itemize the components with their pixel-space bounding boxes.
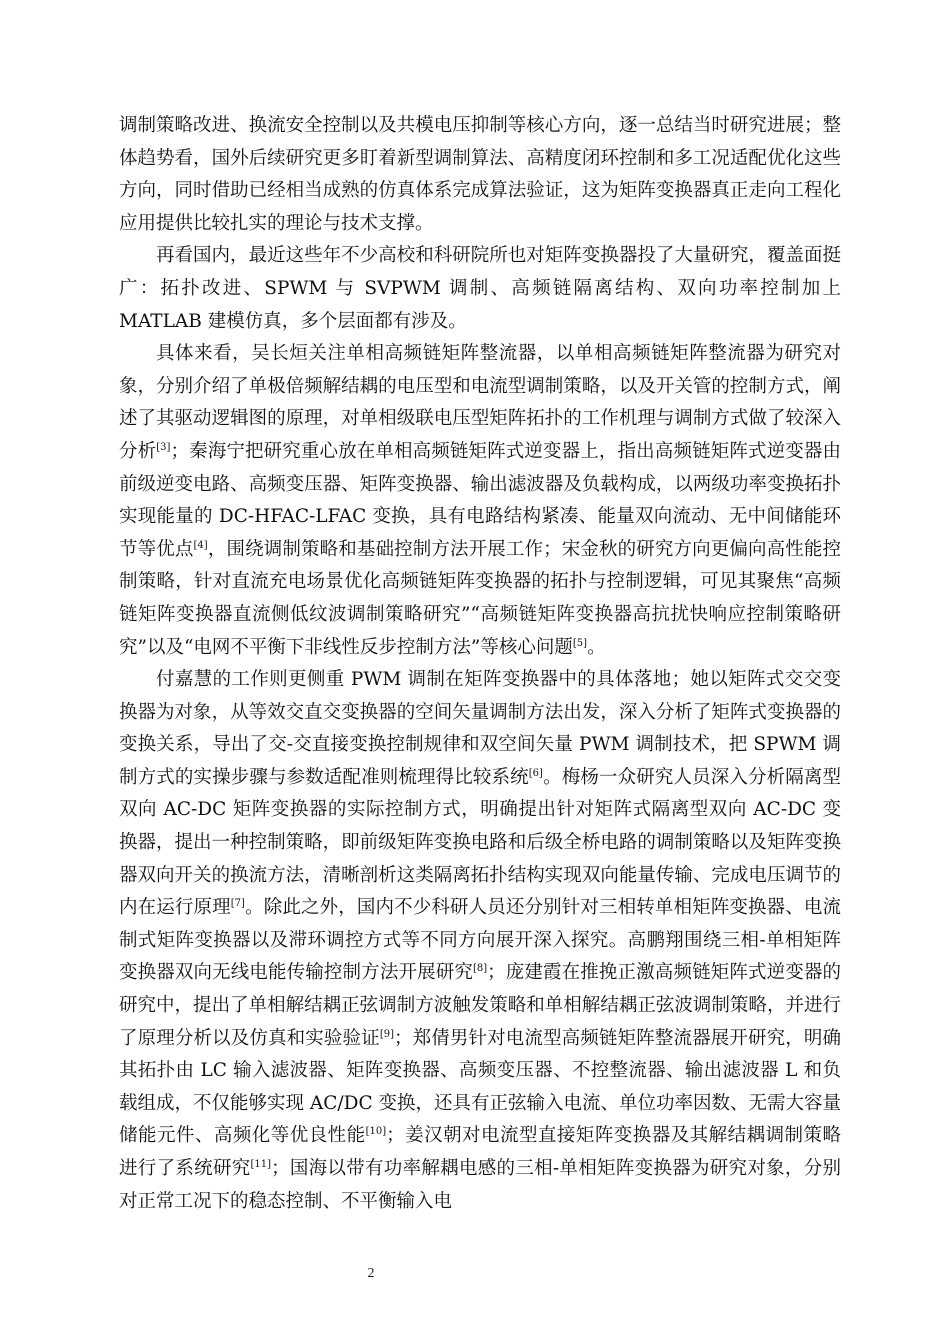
- text-run: ；国海以带有功率解耦电感的三相-单相矩阵变换器为研究对象，分别对正常工况下的稳态控制、不平衡输入电: [119, 1158, 841, 1212]
- text-run: ；郑倩男针对电流型高频链矩阵整流器展开研究，明确其拓扑由 LC 输入滤波器、矩阵变换器、高频变压器、不控整流器、输出滤波器 L 和负载组成，不仅能够实现 AC/DC 变换，还具有正弦输入电流、单位功率因数、无需大容量储能元件、高频化等优良性能: [119, 1027, 841, 1147]
- paragraph: [119, 240, 841, 338]
- paragraph: [119, 110, 841, 240]
- citation-marker: [9]: [379, 1028, 394, 1040]
- citation-marker: [8]: [472, 963, 488, 975]
- text-run: 再看国内，最近这些年不少高校和科研院所也对矩阵变换器投了大量研究，覆盖面挺广：拓扑改进、SPWM 与 SVPWM 调制、高频链隔离结构、双向功率控制加上 MATLAB 建模仿真，多个层面都有涉及。: [119, 245, 841, 332]
- citation-marker: [4]: [193, 539, 208, 551]
- text-run: ；秦海宁把研究重心放在单相高频链矩阵式逆变器上，指出高频链矩阵式逆变器由前级逆变电路、高频变压器、矩阵变换器、输出滤波器及负载构成，以两级功率变换拓扑实现能量的 DC-HFAC-LFAC 变换，具有电路结构紧凑、能量双向流动、无中间储能环节等优点: [119, 440, 841, 560]
- text-run: 。梅杨一众研究人员深入分析隔离型双向 AC-DC 矩阵变换器的实际控制方式，明确提出针对矩阵式隔离型双向 AC-DC 变换器，提出一种控制策略，即前级矩阵变换电路和后级全桥电路的调制策略以及矩阵变换器双向开关的换流方法，清晰剖析这类隔离拓扑结构实现双向能量传输、完成电压调节的内在运行原理: [119, 766, 841, 919]
- citation-marker: [3]: [156, 441, 171, 453]
- text-run: 。: [587, 636, 606, 658]
- paragraph: [119, 664, 841, 1218]
- text-run: 。除此之外，国内不少科研人员还分别针对三相转单相矩阵变换器、电流制式矩阵变换器以及滞环调控方式等不同方向展开深入探究。高鹏翔围绕三相-单相矩阵变换器双向无线电能传输控制方法开展研究: [119, 897, 841, 984]
- citation-marker: [11]: [250, 1159, 272, 1170]
- citation-marker: [5]: [572, 637, 588, 649]
- citation-marker: [10]: [365, 1126, 387, 1138]
- text-run: 调制策略改进、换流安全控制以及共模电压抑制等核心方向，逐一总结当时研究进展；整体趋势看，国外后续研究更多盯着新型调制算法、高精度闭环控制和多工况适配优化这些方向，同时借助已经相当成熟的仿真体系完成算法验证，这为矩阵变换器真正走向工程化应用提供比较扎实的理论与技术支撑。: [119, 115, 841, 234]
- text-run: ，围绕调制策略和基础控制方法开展工作；宋金秋的研究方向更偏向高性能控制策略，针对直流充电场景优化高频链矩阵变换器的拓扑与控制逻辑，可见其聚焦“高频链矩阵变换器直流侧低纹波调制策略研究”“高频链矩阵变换器高抗扰快响应控制策略研究”以及“电网不平衡下非线性反步控制方法”等核心问题: [119, 538, 841, 658]
- text-run: 付嘉慧的工作则更侧重 PWM 调制在矩阵变换器中的具体落地；她以矩阵式交交变换器为对象，从等效交直交变换器的空间矢量调制方法出发，深入分析了矩阵式变换器的变换关系，导出了交-交直接变换控制规律和双空间矢量 PWM 调制技术，把 SPWM 调制方式的实操步骤与参数适配准则梳理得比较系统: [119, 669, 841, 788]
- text-run: ；姜汉朝对电流型直接矩阵变换器及其解结耦调制策略进行了系统研究: [119, 1125, 841, 1179]
- text-run: 具体来看，吴长烜关注单相高频链矩阵整流器，以单相高频链矩阵整流器为研究对象，分别介绍了单极倍频解结耦的电压型和电流型调制策略，以及开关管的控制方式，阐述了其驱动逻辑图的原理，对单相级联电压型矩阵拓扑的工作机理与调制方式做了较深入分析: [119, 343, 841, 462]
- citation-marker: [6]: [528, 767, 543, 779]
- text-run: ；庞建霞在推挽正激高频链矩阵式逆变器的研究中，提出了单相解结耦正弦调制方波触发策略和单相解结耦正弦波调制策略，并进行了原理分析以及仿真和实验验证: [119, 962, 841, 1049]
- page-number: [0, 1266, 950, 1282]
- body-text: [119, 110, 841, 1218]
- page-number-label: 2: [367, 1266, 375, 1281]
- citation-marker: [7]: [230, 898, 245, 910]
- paragraph: [119, 338, 841, 664]
